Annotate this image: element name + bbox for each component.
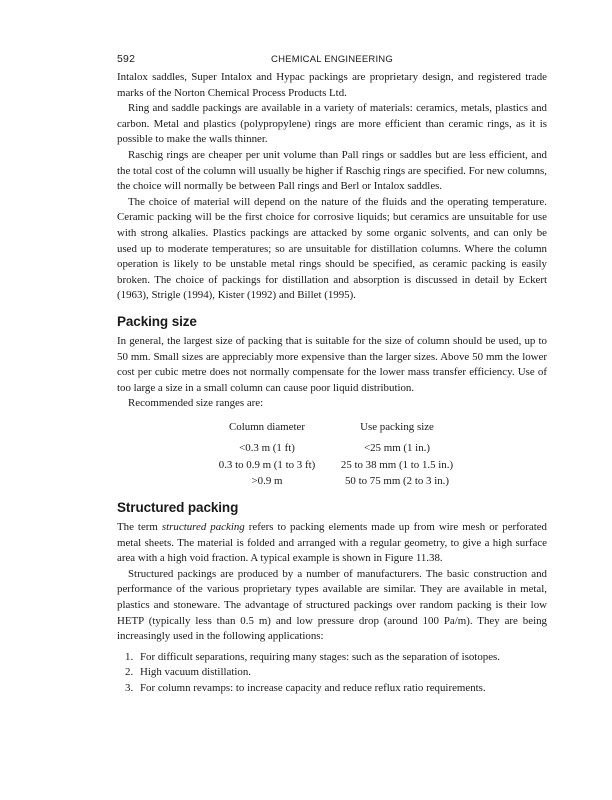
cell-packing-size: 25 to 38 mm (1 to 1.5 in.) xyxy=(340,458,454,471)
text-run: refers to packing elements made up from wire mesh or perforated metal sheets. The material is folded and arranged with a regular geometry, to give a high surface area with a high void fraction. A typical example is shown in Figure 11.38. xyxy=(117,520,548,565)
list-item xyxy=(117,681,547,697)
paragraph-packing-size: In general, the largest size of packing that is suitable for the size of column should be used, up to 50 mm. Small sizes are appreciably more expensive than the larger sizes. Above 50 mm the lower cost per cubic metre does not normally compensate for the lower mass transfer efficiency. Use of too large a size in a small column can cause poor liquid distribution. xyxy=(117,334,547,394)
paragraph-material-choice: The choice of material will depend on the nature of the fluids and the operating temperature. Ceramic packing will be the first choice for corrosive liquids; but ceramics are unsuitable for use with strong alkalies. Plastics packings are attacked by some organic solvents, and can only be used up to moderate temperatures; so are unsuitable for distillation columns. Where the column operation is likely to be unstable metal rings should be specified, as ceramic packing is easily broken. The choice of packings for distillation and absorption is discussed in detail by Eckert (1963), Strigle (1994), Kister (1992) and Billet (1995). xyxy=(117,195,547,302)
paragraph-structured-definition xyxy=(117,520,547,567)
size-range-table xyxy=(203,420,463,490)
cell-packing-size: 50 to 75 mm (2 to 3 in.) xyxy=(344,475,450,488)
body-text xyxy=(117,70,547,697)
list-text: For difficult separations, requiring many stages: such as the separation of isotopes. xyxy=(140,650,501,663)
cell-packing-size: <25 mm (1 in.) xyxy=(363,442,431,455)
heading-packing-size: Packing size xyxy=(117,313,197,329)
list-item xyxy=(117,665,547,681)
paragraph-raschig: Raschig rings are cheaper per unit volume than Pall rings or saddles but are less efficient, and the total cost of the column will usually be higher if Raschig rings are specified. For new columns, the choice will normally be between Pall rings and Berl or Intalox saddles. xyxy=(117,148,547,193)
table-row xyxy=(203,440,463,457)
list-item xyxy=(117,650,547,666)
column-header-diameter: Column diameter xyxy=(229,420,305,433)
list-number: 1. xyxy=(125,650,134,663)
paragraph-structured-applications: Structured packings are produced by a number of manufacturers. The basic construction and performance of the various proprietary types available are similar. They are available in metal, plastics and stoneware. The advantage of structured packings over random packing is their low HETP (typically less than 0.5 m) and low pressure drop (around 100 Pa/m). They are being increasingly used in the following applications: xyxy=(117,567,547,643)
page-number: 592 xyxy=(117,53,136,65)
table-row xyxy=(203,457,463,474)
list-text: High vacuum distillation. xyxy=(140,666,252,679)
paragraph-size-ranges-intro: Recommended size ranges are: xyxy=(128,397,264,410)
list-number: 3. xyxy=(125,681,134,694)
page-header xyxy=(117,53,547,67)
cell-diameter: 0.3 to 0.9 m (1 to 3 ft) xyxy=(218,458,316,471)
emphasis-term: structured packing xyxy=(161,520,245,533)
table-header-row xyxy=(203,420,463,441)
cell-diameter: >0.9 m xyxy=(251,475,283,488)
column-header-packing-size: Use packing size xyxy=(360,420,434,433)
running-title: CHEMICAL ENGINEERING xyxy=(271,54,393,65)
cell-diameter: <0.3 m (1 ft) xyxy=(239,442,295,455)
heading-structured-packing: Structured packing xyxy=(117,499,239,515)
list-text: For column revamps: to increase capacity and reduce reflux ratio requirements. xyxy=(140,681,486,694)
list-number: 2. xyxy=(125,666,134,679)
paragraph-materials: Ring and saddle packings are available in a variety of materials: ceramics, metals, plastics and carbon. Metal and plastics (polypropylene) rings are more efficient than ceramic rings, as it is possible to make the walls thinner. xyxy=(117,102,547,146)
paragraph-trademarks: Intalox saddles, Super Intalox and Hypac packings are proprietary design, and registered trade marks of the Norton Chemical Process Products Ltd. xyxy=(117,71,547,99)
applications-list xyxy=(117,650,547,697)
table-row xyxy=(203,473,463,490)
text-run: The term xyxy=(117,520,162,533)
